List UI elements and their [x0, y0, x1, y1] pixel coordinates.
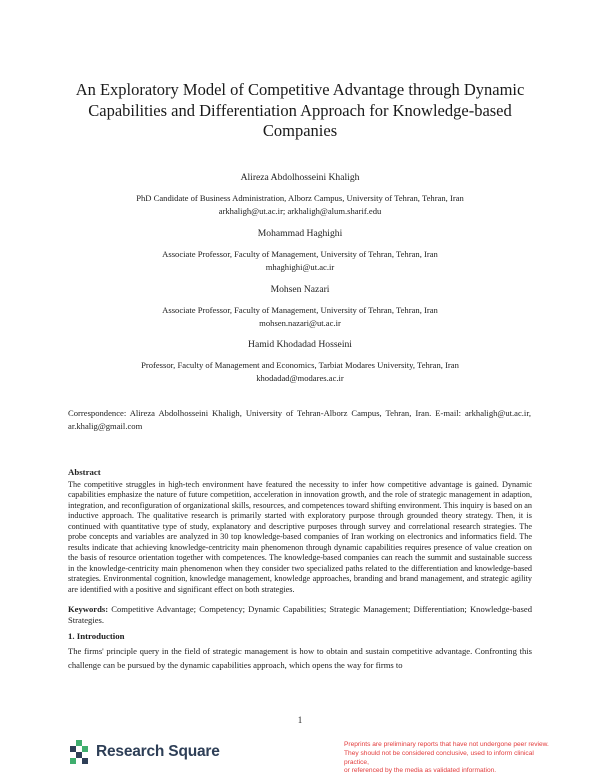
author-name: Hamid Khodadad Hosseini — [248, 339, 352, 350]
logo-text: Research Square — [96, 743, 220, 760]
preprint-disclaimer — [344, 741, 554, 776]
author-affiliation: Associate Professor, Faculty of Management, University of Tehran, Tehran, Iran — [162, 249, 438, 259]
author-email: mohsen.nazari@ut.ac.ir — [259, 318, 341, 328]
section-heading: 1. Introduction — [68, 631, 125, 641]
author-affiliation: Professor, Faculty of Management and Economics, Tarbiat Modares University, Tehran, Iran — [141, 360, 459, 370]
research-square-logo[interactable] — [68, 737, 220, 767]
author-email: mhaghighi@ut.ac.ir — [265, 262, 335, 272]
paper-title — [60, 80, 540, 142]
section-text: The firms' principle query in the field of strategic management is how to obtain and sustain competitive advantage. Confronting this challenge can be pursued by the dynamic capabilities approach, which opens the way for firms to — [68, 646, 532, 670]
keywords — [68, 604, 532, 626]
page-number: 1 — [297, 715, 303, 725]
author-name: Mohsen Nazari — [270, 284, 330, 295]
abstract — [68, 467, 532, 595]
abstract-text: The competitive struggles in high-tech environment have featured the necessity to infer how competitive advantage is gained. Dynamic capabilities emphasize the nature of future competition, acceleration in innovation growth, and the role of strategic management in adaption, integration, and reconfiguration of organizational skills, resources, and competences toward shifting environment. This inquiry is based on an inductive approach. The qualitative research is primarily started with exploratory purpose through grounded theory strategy. Then, it is continued with quantitative type of study, explanatory and descriptive purposes through survey and correlational research strategies. The probe concepts and variables are analyzed in 30 top knowledge-based companies of Iran working on electronics and informatics field. The results indicate that achieving knowledge-centricity main phenomenon through dynamic capabilities requires presence of value creation on the basis of resource orientation together with competences. The knowledge-based companies can reach the summit and sustainable success in the knowledge-centricity main phenomenon when they consider two specialized paths related to the differentiation and knowledge-based strategies. Environmental cognition, knowledge management, knowledge approaches, branding and brand management, and strategic agility are identified with a positive and significant effect on both strategies. — [68, 479, 532, 594]
author-affiliation: Associate Professor, Faculty of Management, University of Tehran, Tehran, Iran — [162, 305, 438, 315]
title-line: Capabilities and Differentiation Approach for Knowledge-based — [88, 100, 512, 120]
author-block — [0, 284, 600, 330]
author-block — [0, 339, 600, 385]
disclaimer-line: They should not be considered conclusive, used to inform clinical practice, — [344, 749, 534, 766]
disclaimer-line: or referenced by the media as validated information. — [344, 767, 497, 775]
keywords-text: Competitive Advantage; Competency; Dynamic Capabilities; Strategic Management; Differentiation; Knowledge-based Strategies. — [68, 604, 532, 625]
author-block — [0, 172, 600, 218]
research-square-logo-icon — [68, 740, 90, 764]
abstract-heading: Abstract — [68, 467, 101, 477]
disclaimer-line: Preprints are preliminary reports that have not undergone peer review. — [344, 741, 549, 748]
title-line: Companies — [262, 121, 338, 140]
author-email: arkhaligh@ut.ac.ir; arkhaligh@alum.sharif.edu — [218, 206, 382, 216]
keywords-label: Keywords: — [68, 604, 109, 614]
author-affiliation: PhD Candidate of Business Administration, Alborz Campus, University of Tehran, Tehran, Iran — [136, 193, 464, 203]
correspondence: Correspondence: Alireza Abdolhosseini Khaligh, University of Tehran-Alborz Campus, Tehran, Iran. E-mail: arkhaligh@ut.ac.ir, ar.khalig@gmail.com — [68, 408, 531, 431]
title-line: An Exploratory Model of Competitive Advantage through Dynamic — [75, 80, 525, 99]
author-name: Alireza Abdolhosseini Khaligh — [240, 172, 360, 183]
author-email: khodadad@modares.ac.ir — [256, 373, 344, 383]
author-name: Mohammad Haghighi — [257, 228, 343, 239]
author-block — [0, 228, 600, 274]
